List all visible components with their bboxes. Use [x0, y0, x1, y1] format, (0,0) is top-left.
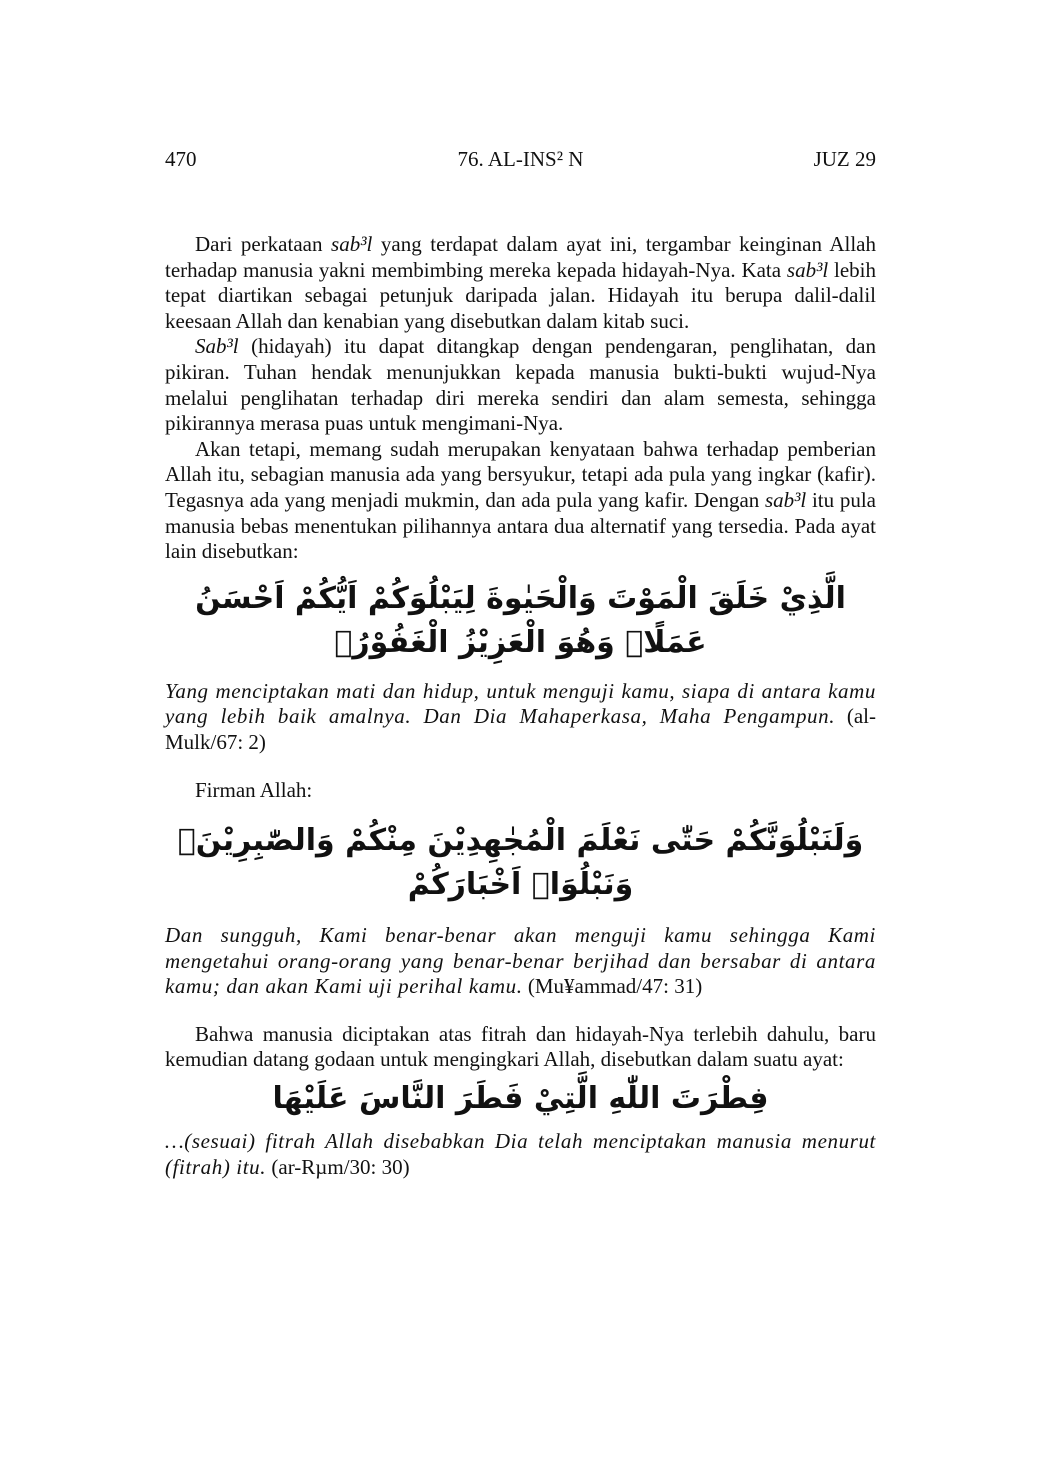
translation-text: Yang menciptakan mati dan hidup, untuk menguji kamu, siapa di antara kamu yang lebih baik amalnya. Dan Dia Mahaperkasa, Maha Pengampun.: [165, 678, 876, 729]
juz-label: JUZ 29: [813, 147, 876, 171]
arabic-verse-3: فِطْرَتَ اللّٰهِ الَّتِيْ فَطَرَ النَّاسَ عَلَيْهَا: [272, 1081, 769, 1117]
text: itu pula manusia bebas menentukan pilihannya antara dua alternatif yang tersedia. Pada ayat lain disebutkan:: [165, 487, 876, 564]
paragraph-3: [165, 437, 876, 565]
term-sabil: sab³l: [786, 257, 829, 282]
translation-1: [165, 679, 876, 756]
paragraph-1: [165, 232, 876, 334]
paragraph-4: Bahwa manusia diciptakan atas fitrah dan hidayah-Nya terlebih dahulu, baru kemudian datang godaan untuk mengingkari Allah, disebutkan dalam suatu ayat:: [165, 1021, 876, 1072]
page-body: [165, 232, 876, 1180]
arabic-verse-1: الَّذِيْ خَلَقَ الْمَوْتَ وَالْحَيٰوةَ لِيَبْلُوَكُمْ اَيُّكُمْ اَحْسَنُ عَمَلًاۗ وَهُوَ الْعَزِيْزُ الْغَفُوْرُۙ: [195, 580, 846, 660]
verse-reference: (Mu¥ammad/47: 31): [527, 974, 703, 999]
text: lebih tepat diartikan sebagai petunjuk daripada jalan. Hidayah itu berupa dalil-dalil keesaan Allah dan kenabian yang disebutkan dalam kitab suci.: [165, 257, 876, 333]
text: (hidayah) itu dapat ditangkap dengan pendengaran, penglihatan, dan pikiran. Tuhan hendak menunjukkan kepada manusia bukti-bukti wujud-Nya melalui penglihatan terhadap diri mereka sendiri dan alam semesta, sehingga pikirannya merasa puas untuk mengimani-Nya.: [165, 334, 876, 436]
translation-3: [165, 1129, 876, 1180]
text: yang terdapat dalam ayat ini, tergambar keinginan Allah terhadap manusia yakni membimbing mereka kepada hidayah-Nya. Kata: [165, 232, 876, 282]
translation-text: …(sesuai) fitrah Allah disebabkan Dia telah menciptakan manusia menurut (fitrah) itu.: [165, 1129, 876, 1179]
arabic-verse-2: وَلَنَبْلُوَنَّكُمْ حَتّٰى نَعْلَمَ الْمُجٰهِدِيْنَ مِنْكُمْ وَالصّٰبِرِيْنَۙ وَنَبْلُوَا۟ اَخْبَارَكُمْ: [177, 823, 864, 903]
page-number: 470: [165, 147, 197, 171]
paragraph-2: [165, 334, 876, 436]
translation-text: Dan sungguh, Kami benar-benar akan menguji kamu sehingga Kami mengetahui orang-orang yang benar-benar berjihad dan bersabar di antara kamu; dan akan Kami uji perihal kamu.: [165, 923, 876, 999]
text: Akan tetapi, memang sudah merupakan kenyataan bahwa terhadap pemberian Allah itu, sebagian manusia ada yang bersyukur, tetapi ada pula yang ingkar (kafir). Tegasnya ada yang menjadi mukmin, dan ada pula yang kafir. Dengan: [165, 436, 876, 512]
verse-reference: (al-Mulk/67: 2): [165, 704, 876, 754]
text: Dari perkataan: [195, 232, 332, 256]
chapter-title: 76. AL-INS² N: [457, 147, 584, 171]
term-sabil: Sab³l: [195, 334, 239, 359]
firman-label: Firman Allah:: [195, 777, 313, 802]
translation-2: [165, 923, 876, 1000]
term-sabil: sab³l: [764, 487, 807, 512]
term-sabil: sab³l: [331, 232, 373, 256]
verse-reference: (ar-Rµm/30: 30): [271, 1154, 410, 1179]
